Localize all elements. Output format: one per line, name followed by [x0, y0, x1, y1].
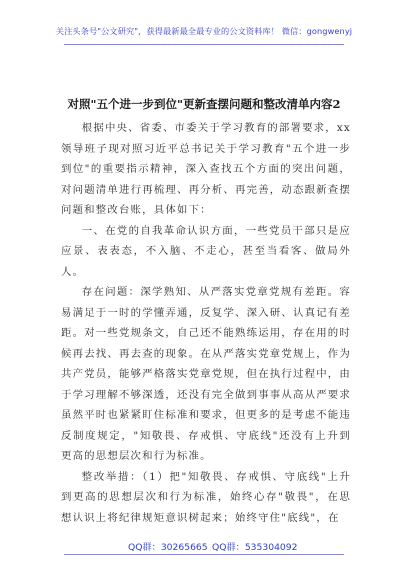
paragraph: 一、在党的自我革命认识方面，一些党员干部只是应应景、表表态，不入脑、不走心，甚至当看客、做局外人。: [61, 224, 351, 278]
footer: [0, 539, 408, 553]
header-divider: [64, 44, 344, 45]
footer-qq-group-1: QQ群：30265665: [128, 542, 208, 553]
paragraph: 根据中央、省委、市委关于学习教育的部署要求，xx领导班子现对照习近平总书记关于学习教育"五个进一步到位"的重要指示精神，深入查找五个方面的突出问题，对问题清单进行再梳理、再分析、再完善，动态跟新查摆问题和整改台账，具体如下：: [61, 122, 351, 216]
paragraph: 整改举措：（1）把"知敬畏、存戒惧、守底线"上升到更高的思想层次和行为标准，始终心存"敬畏"，在思想认识上将纪律规矩意识树起来；始终守住"底线"，在: [61, 470, 351, 524]
document-title: 对照"五个进一步到位"更新查摆问题和整改清单内容2: [67, 97, 341, 111]
document-body: [61, 118, 351, 528]
header-banner: 关注头条号"公文研究"，获得最新最全最专业的公文资料库！ 微信：gongwenyj: [55, 26, 353, 36]
footer-divider: [64, 554, 344, 555]
footer-qq-group-2: QQ群：535304092: [212, 542, 298, 553]
paragraph: 存在问题：深学熟知、从严落实党章党规有差距。容易满足于一时的学懂弄通，反复学、深入研、认真记有差距。对一些党规条文，自己还不能熟练运用，存在用的时候再去找、再去查的现象。在从严落实党章党规上，作为共产党员，能够严格落实党章党规，但在执行过程中，由于学习理解不够深透，还没有完全做到事事从高从严要求虽然平时也紧紧盯住标准和要求，但更多的是考虑不能违反制度规定，"知敬畏、存戒惧、守底线"还没有上升到更高的思想层次和行为标准。: [61, 286, 351, 462]
